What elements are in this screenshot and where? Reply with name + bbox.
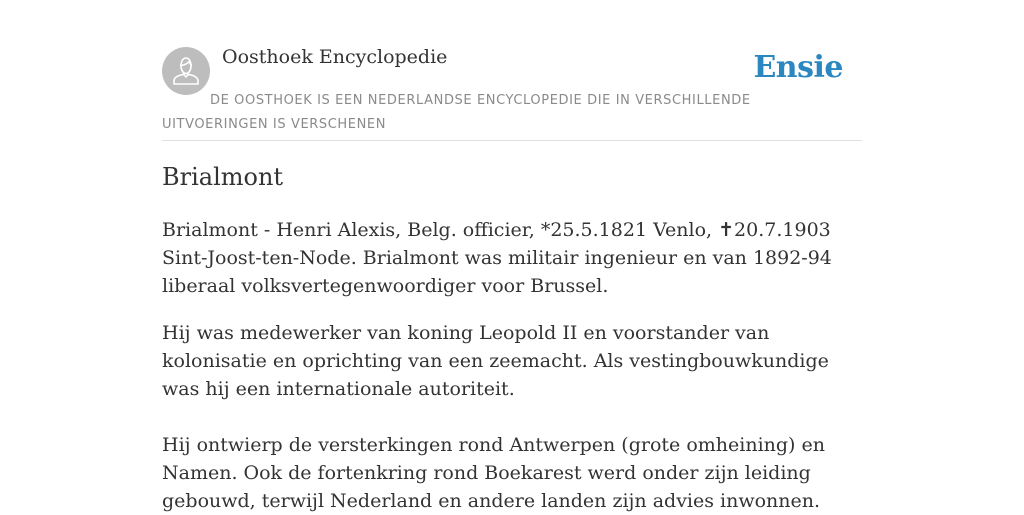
article-body xyxy=(162,216,862,515)
user-icon xyxy=(162,47,210,95)
avatar[interactable] xyxy=(162,47,210,95)
site-name[interactable]: Oosthoek Encyclopedie xyxy=(222,46,448,68)
site-tagline: DE OOSTHOEK IS EEN NEDERLANDSE ENCYCLOPEDIE DIE IN VERSCHILLENDE UITVOERINGEN IS VERSCHENEN xyxy=(162,93,751,132)
page xyxy=(162,0,862,512)
site-header xyxy=(162,0,862,141)
page-title: Brialmont xyxy=(162,163,284,191)
article-paragraph: Brialmont - Henri Alexis, Belg. officier, *25.5.1821 Venlo, ✝20.7.1903 Sint-Joost-ten-Node. Brialmont was militair ingenieur en van 1892-94 liberaal volksvertegenwoordiger voor Brussel. xyxy=(162,219,832,297)
brand-logo[interactable]: Ensie xyxy=(753,50,843,85)
article-paragraph: Hij was medewerker van koning Leopold II en voorstander van kolonisatie en oprichting van een zeemacht. Als vestingbouwkundige was hij een internationale autoriteit. xyxy=(162,322,829,400)
article-paragraph: Hij ontwierp de versterkingen rond Antwerpen (grote omheining) en Namen. Ook de fortenkring rond Boekarest werd onder zijn leiding gebouwd, terwijl Nederland en andere landen zijn advies inwonnen. xyxy=(162,434,825,512)
